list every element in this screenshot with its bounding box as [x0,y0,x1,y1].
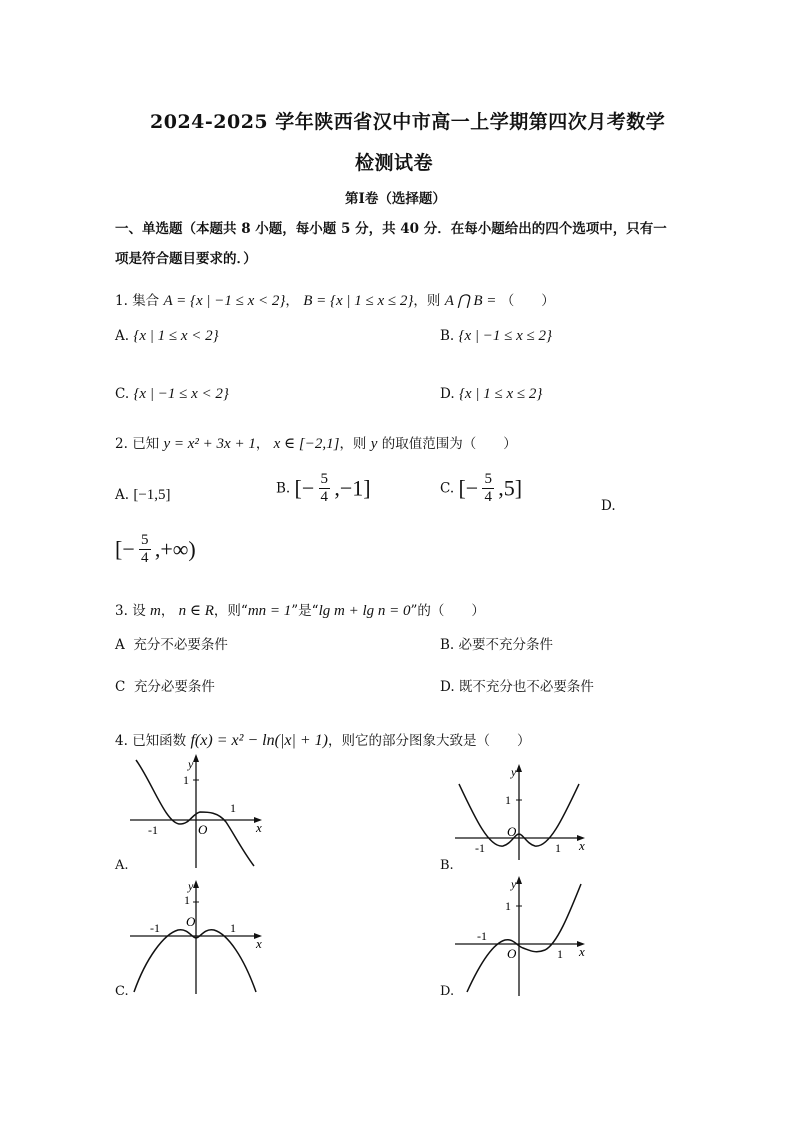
tick-pos-label: 1 [557,947,563,961]
q2-option-d[interactable] [115,532,196,567]
fraction-numerator: 5 [141,532,149,548]
tick-neg-label: -1 [475,841,485,855]
question-suffix: ”的（ ） [410,603,485,619]
fraction-denominator: 4 [320,489,329,505]
q3-option-a[interactable] [115,633,228,653]
origin-label: O [186,914,196,929]
graph-option-d-label: D. [440,984,455,999]
graph-option-a-label: A. [115,858,129,873]
q1-option-d[interactable] [440,386,542,403]
condition-b: lg m + lg n = 0 [318,603,411,619]
option-text: 充分不必要条件 [133,637,228,653]
axis-x-label: x [579,838,585,853]
origin-label: O [507,946,517,961]
option-text: {x | −1 ≤ x < 2} [133,386,229,402]
function-expression: y = x² + 3x + 1 [163,436,256,452]
tick-pos-label: 1 [555,841,561,855]
set-a-expression: A = {x | −1 ≤ x < 2} [163,293,286,309]
axis-x-label: x [579,944,585,959]
option-label: C. [440,480,455,497]
option-label: A [115,637,125,653]
option-label: C [115,679,126,695]
document-title-line1: 2024-2025 学年陕西省汉中市高一上学期第四次月考数学 [150,111,666,133]
question-prefix: 已知 [132,436,160,452]
axis-y-label: y [511,877,517,891]
tick-pos-label: 1 [230,801,236,815]
interval-right: ,−1] [334,475,371,501]
question-connector: ”是“ [291,603,319,619]
intersection-expression: A ⋂ B = [444,293,497,309]
separator: ， [285,293,299,309]
fraction [139,532,151,567]
q2-option-c[interactable] [440,471,522,506]
interval-right: ,+∞) [154,536,196,562]
tick-y-label: 1 [505,793,511,807]
option-text: 充分必要条件 [133,679,215,695]
origin-label: O [198,822,208,837]
question-number: 3. [115,603,128,619]
section-instructions-line2: 项是符合题目要求的．） [115,251,257,267]
option-text: 必要不充分条件 [458,637,554,653]
answer-paren: （ ） [500,293,555,309]
fraction-numerator: 5 [484,471,492,487]
q3-option-c[interactable] [115,675,215,695]
document-title-line2: 检测试卷 [355,152,434,174]
option-label: D. [440,386,455,402]
option-text: {x | −1 ≤ x ≤ 2} [458,328,553,344]
separator: ， [255,436,270,452]
q2-option-b[interactable] [276,471,371,506]
fraction [482,471,494,506]
domain-expression: x ∈ [−2,1] [273,436,340,452]
option-text: {x | 1 ≤ x < 2} [133,328,219,344]
function-expression: f(x) = x² − ln(|x| + 1) [190,732,328,749]
variable-y: y [370,436,378,452]
fraction-denominator: 4 [141,550,149,566]
q3-option-d[interactable] [440,675,594,695]
option-label: D. [440,679,455,695]
axis-x-label: x [256,820,262,835]
q3-option-b[interactable] [440,633,553,653]
n-domain-expression: n ∈ R [178,603,214,619]
section-instructions-line1: 一、单选题（本题共 8 小题，每小题 5 分，共 40 分．在每小题给出的四个选项中，只有一 [115,221,667,237]
question-3 [115,599,485,620]
question-number: 4. [115,733,128,749]
q2-option-d-label[interactable]: D. [601,498,616,514]
axis-y-label: y [188,879,194,893]
option-label: B. [440,328,455,344]
question-prefix: 设 [132,603,146,619]
condition-a: mn = 1 [247,603,292,619]
question-number: 1. [115,293,128,309]
tick-y-label: 1 [183,773,189,787]
fraction [319,471,331,506]
graph-option-a[interactable] [130,752,270,870]
question-connector: ，则 [339,436,367,452]
interval-left: [− [458,475,479,501]
tick-neg-label: -1 [148,823,158,837]
question-suffix: 部分图象大致是（ ） [381,733,531,749]
q1-option-b[interactable] [440,328,552,345]
interval-left: [− [294,475,315,501]
q1-option-c[interactable] [115,386,229,403]
question-1 [115,289,555,310]
question-connector: ，则它的 [327,733,382,749]
graph-option-b-label: B. [440,858,454,873]
interval-right: ,5] [498,475,523,501]
option-label: B. [276,480,291,497]
option-text: [−1,5] [133,487,171,503]
separator: ， [160,603,175,619]
graph-option-c-label: C. [115,984,129,999]
option-label: A. [115,487,130,503]
section-label: 第Ⅰ卷（选择题） [345,191,446,207]
q2-option-a[interactable] [115,487,171,504]
fraction-numerator: 5 [320,471,329,487]
tick-neg-label: -1 [150,921,160,935]
question-suffix: 的取值范围为（ ） [381,436,517,452]
axis-y-label: y [511,765,517,779]
fraction-denominator: 4 [484,489,492,505]
question-2 [115,432,517,453]
option-text: {x | 1 ≤ x ≤ 2} [458,386,543,402]
option-text: 既不充分也不必要条件 [458,679,594,695]
question-connector: ，则 [413,293,441,309]
question-prefix: 集合 [132,293,160,309]
interval-left: [− [115,536,135,562]
tick-y-label: 1 [505,899,511,913]
question-number: 2. [115,436,128,452]
option-label: B. [440,637,455,653]
set-b-expression: B = {x | 1 ≤ x ≤ 2} [303,293,414,309]
graph-option-c[interactable] [130,878,270,996]
option-label: C. [115,386,130,402]
q1-option-a[interactable] [115,328,219,345]
graph-option-d[interactable] [455,874,595,998]
origin-label: O [507,824,517,839]
option-label: A. [115,328,130,344]
question-connector: ，则“ [213,603,248,619]
question-4 [115,729,530,750]
question-prefix: 已知函数 [132,733,187,749]
axis-y-label: y [188,757,194,771]
tick-y-label: 1 [184,893,190,907]
variable-m: m [149,603,161,619]
tick-pos-label: 1 [230,921,236,935]
graph-option-b[interactable] [455,762,595,862]
axis-x-label: x [256,936,262,951]
tick-neg-label: -1 [477,929,487,943]
